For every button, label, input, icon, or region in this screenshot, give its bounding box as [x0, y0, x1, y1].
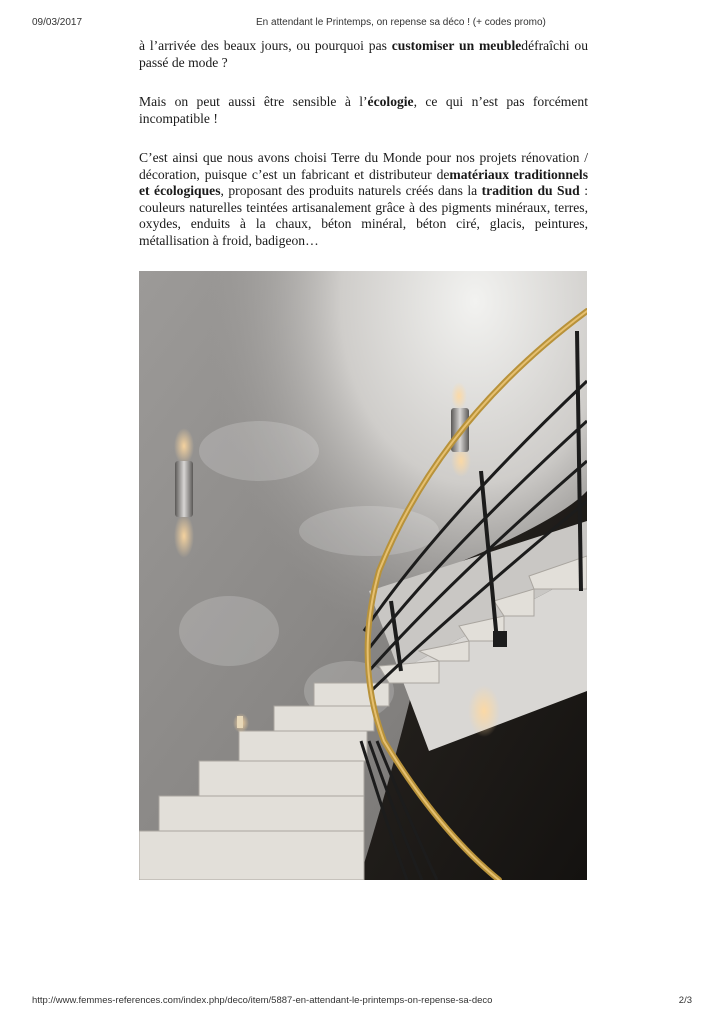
page-number: 2/3 — [678, 995, 692, 1006]
p2-text-c: , ce qui n’est pas forcément incompatible ! — [139, 94, 588, 126]
paragraph-3 — [139, 150, 588, 249]
p3-bold-materiaux: matériaux traditionnels et écologiques — [139, 166, 588, 198]
paragraph-2 — [139, 94, 588, 127]
paragraph-1 — [139, 38, 588, 71]
page-header — [0, 17, 724, 31]
p3-text-c: , proposant des produits naturels créés dans la — [220, 183, 482, 198]
p1-text-a: à l’arrivée des beaux jours, ou pourquoi pas — [139, 38, 392, 53]
source-url: http://www.femmes-references.com/index.php/deco/item/5887-en-attendant-le-printemps-on-repense-sa-deco — [32, 995, 493, 1006]
print-date: 09/03/2017 — [32, 17, 83, 28]
page-footer — [0, 995, 724, 1009]
p3-bold-tradition: tradition du Sud — [481, 183, 580, 198]
p3-text-e: : couleurs naturelles teintées artisanalement grâce à des pigments minéraux, terres, oxydes, enduits à la chaux, béton minéral, béton ciré, glacis, peintures, métallisation à froid, badigeon… — [139, 183, 588, 248]
page-title: En attendant le Printemps, on repense sa déco ! (+ codes promo) — [256, 17, 546, 28]
p3-text-a: C’est ainsi que nous avons choisi Terre du Monde pour nos projets rénovation / décoration, puisque c’est un fabricant et distributeur de — [139, 150, 588, 182]
p1-bold-customiser: customiser un meuble — [391, 38, 522, 53]
p1-text-c: défraîchi ou passé de mode ? — [139, 38, 589, 70]
p2-text-a: Mais on peut aussi être sensible à l’ — [139, 94, 368, 109]
p2-bold-ecologie: écologie — [367, 94, 414, 109]
staircase-photo — [139, 271, 587, 880]
